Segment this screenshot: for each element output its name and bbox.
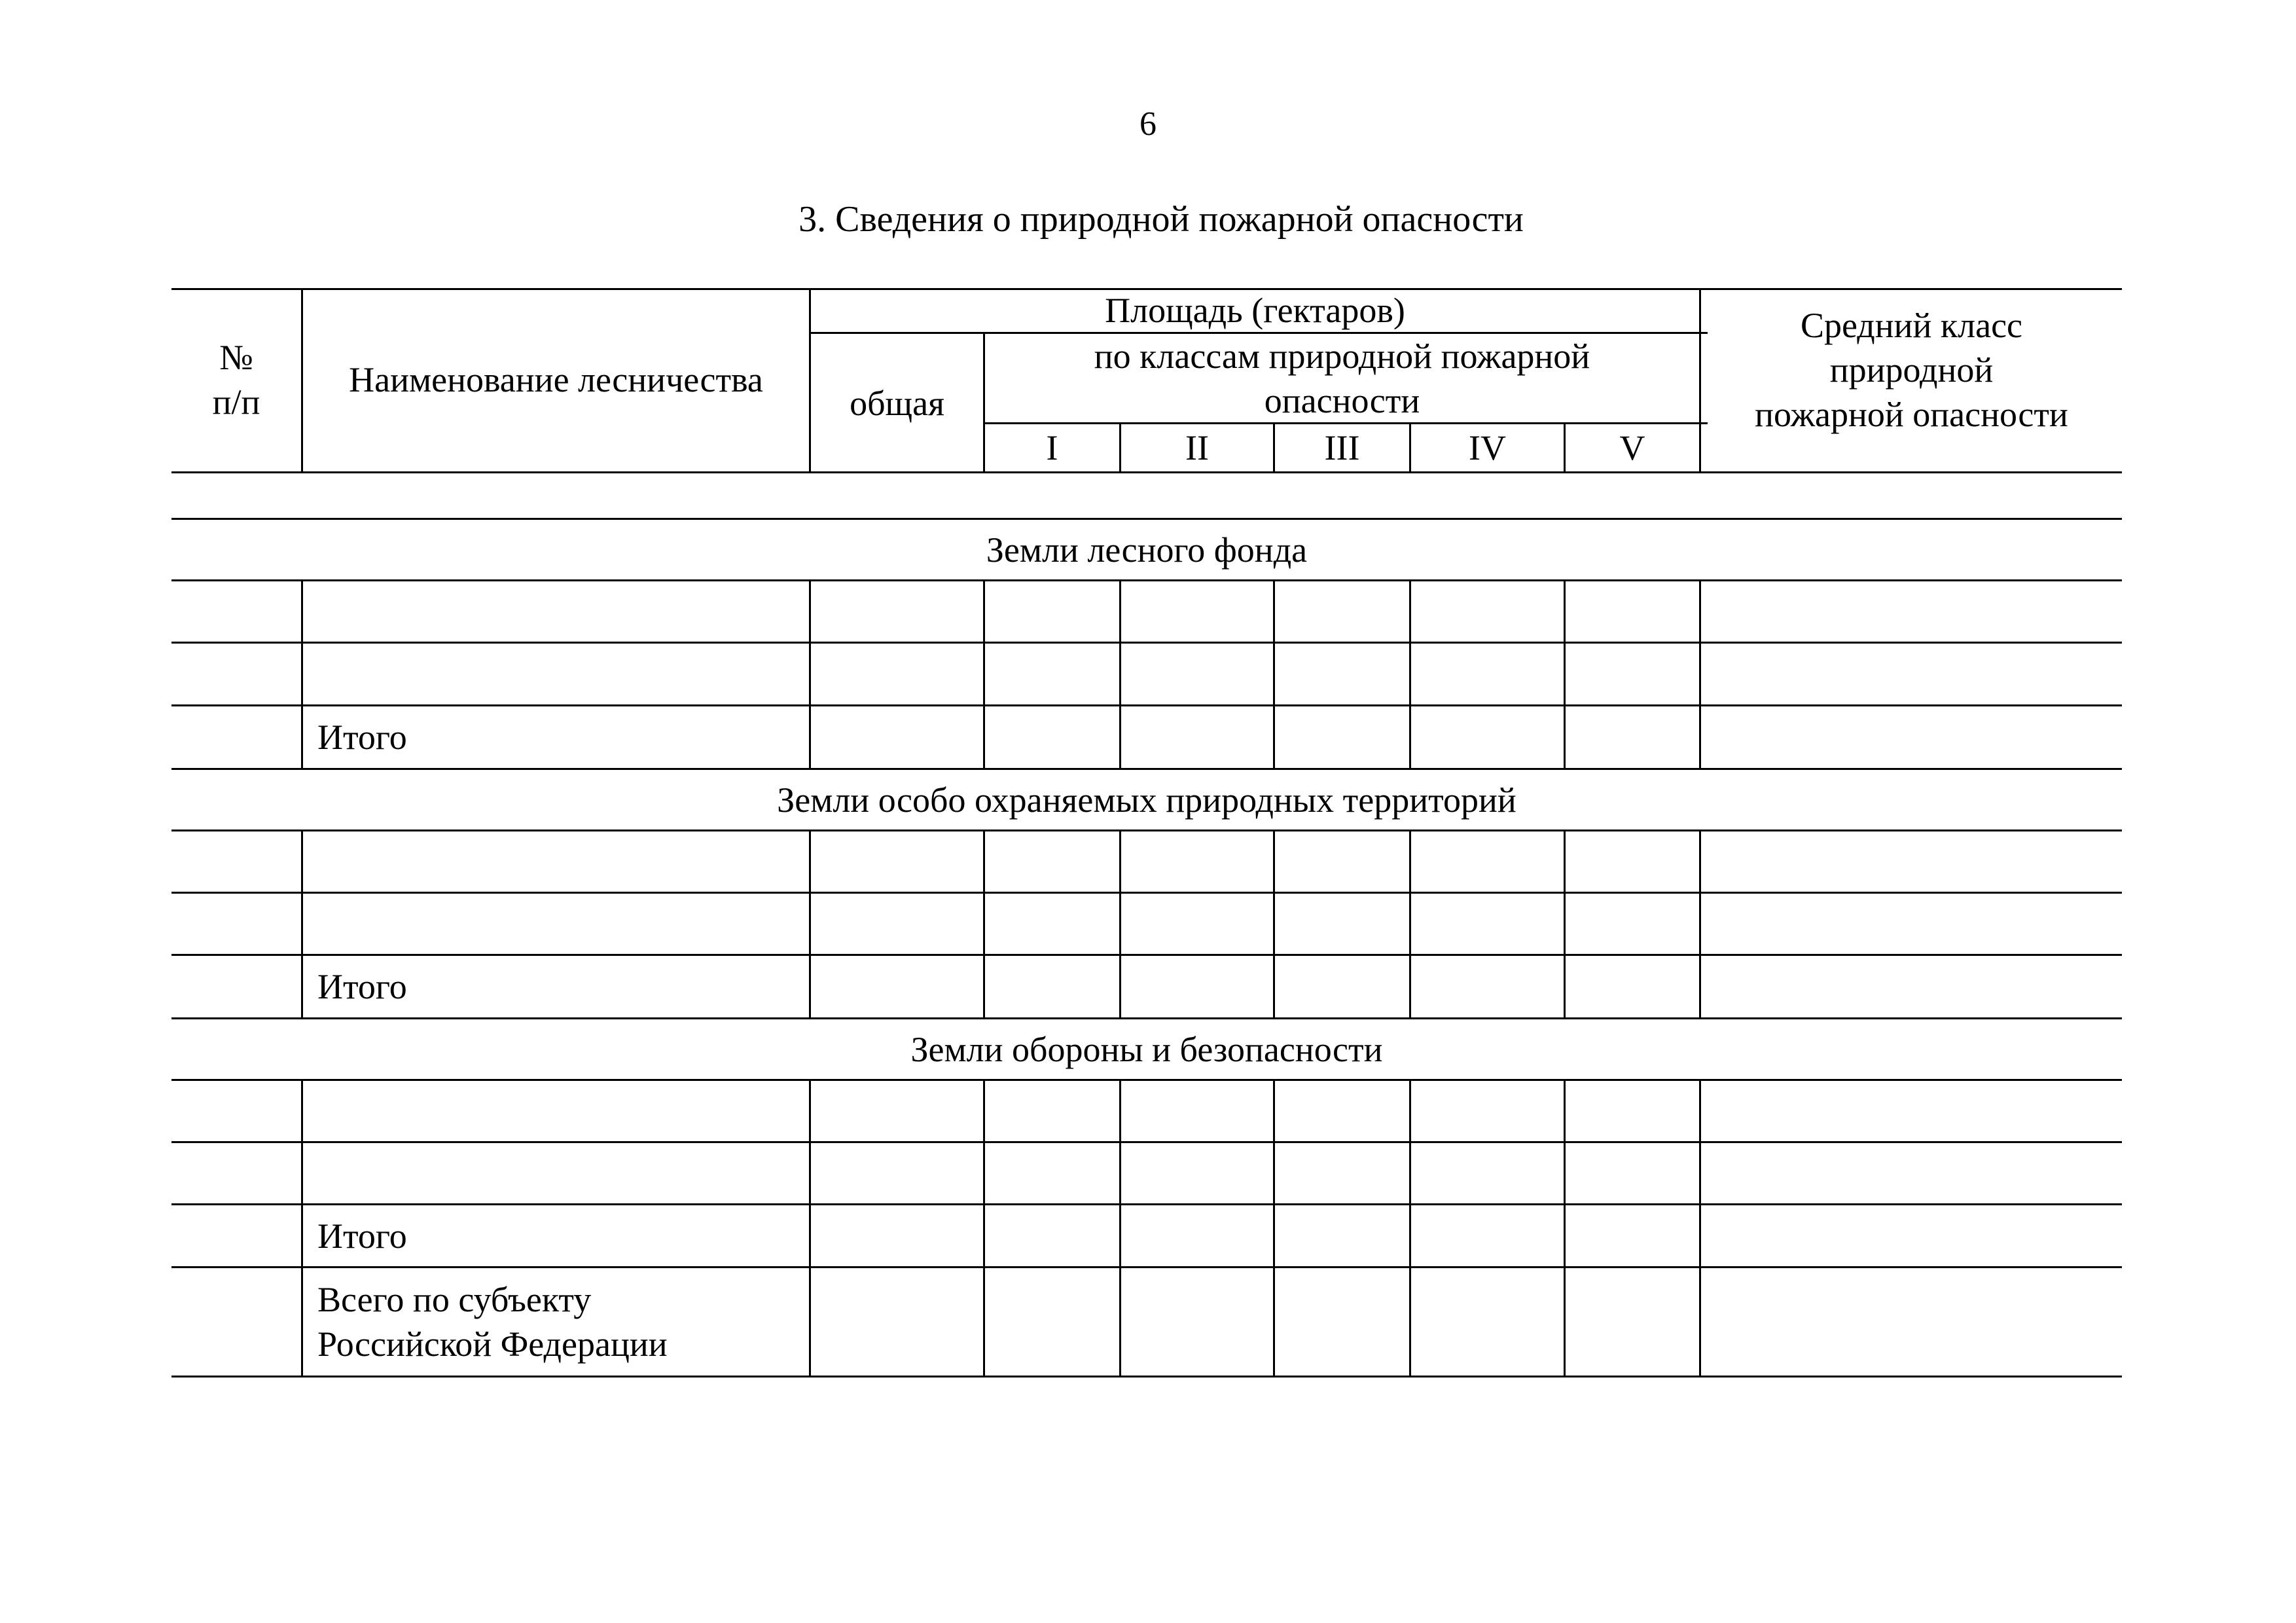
column-divider bbox=[809, 579, 811, 768]
row-divider bbox=[171, 642, 2122, 644]
document-title: 3. Сведения о природной пожарной опасности bbox=[798, 199, 1524, 240]
column-divider bbox=[809, 1079, 811, 1376]
page-number: 6 bbox=[1139, 105, 1157, 143]
header-total: общая bbox=[850, 384, 944, 423]
section-title-forest-fund: Земли лесного фонда bbox=[986, 530, 1308, 570]
header-class-2: II bbox=[1185, 428, 1209, 467]
header-class-3: III bbox=[1324, 428, 1360, 467]
column-divider bbox=[983, 1079, 985, 1376]
header-average-class: Средний класс природной пожарной опасности bbox=[1755, 306, 2068, 434]
row-divider bbox=[171, 892, 2122, 894]
header-area: Площадь (гектаров) bbox=[1105, 290, 1405, 330]
section-1-total-label: Итого bbox=[317, 718, 407, 757]
section-title-protected-areas: Земли особо охраняемых природных территорий bbox=[777, 780, 1516, 820]
section-3-title-bottom bbox=[171, 1079, 2122, 1081]
grand-total-label: Всего по субъекту Российской Федерации bbox=[317, 1280, 668, 1364]
column-divider bbox=[1119, 579, 1121, 768]
header-class-4: IV bbox=[1469, 428, 1506, 467]
column-divider bbox=[1273, 1079, 1275, 1376]
header-name: Наименование лесничества bbox=[349, 360, 763, 399]
column-divider bbox=[1409, 1079, 1411, 1376]
header-class-1: I bbox=[1046, 428, 1058, 467]
column-divider bbox=[1564, 579, 1566, 768]
column-divider bbox=[1564, 830, 1566, 1017]
row-divider bbox=[171, 1141, 2122, 1143]
column-divider bbox=[983, 830, 985, 1017]
header-number: № п/п bbox=[212, 338, 260, 422]
section-2-total-label: Итого bbox=[317, 967, 407, 1006]
column-divider bbox=[1699, 579, 1701, 768]
column-divider bbox=[1699, 830, 1701, 1017]
column-divider bbox=[1273, 579, 1275, 768]
column-divider bbox=[1409, 830, 1411, 1017]
section-title-defense-lands: Земли обороны и безопасности bbox=[910, 1029, 1383, 1069]
header-class-5: V bbox=[1619, 428, 1645, 467]
column-divider bbox=[1119, 1079, 1121, 1376]
header-by-classes: по классам природной пожарной опасности bbox=[1094, 336, 1590, 420]
fire-danger-table bbox=[171, 288, 2122, 1377]
column-divider bbox=[1409, 579, 1411, 768]
table-bottom-border bbox=[171, 1376, 2122, 1377]
column-divider bbox=[1273, 830, 1275, 1017]
section-2-title-bottom bbox=[171, 830, 2122, 831]
column-divider bbox=[809, 830, 811, 1017]
column-divider bbox=[1564, 1079, 1566, 1376]
column-divider bbox=[983, 579, 985, 768]
header-bottom-border bbox=[171, 471, 2122, 473]
column-divider bbox=[1119, 830, 1121, 1017]
section-3-total-label: Итого bbox=[317, 1216, 407, 1256]
column-divider bbox=[1699, 1079, 1701, 1376]
section-1-title-bottom bbox=[171, 579, 2122, 581]
